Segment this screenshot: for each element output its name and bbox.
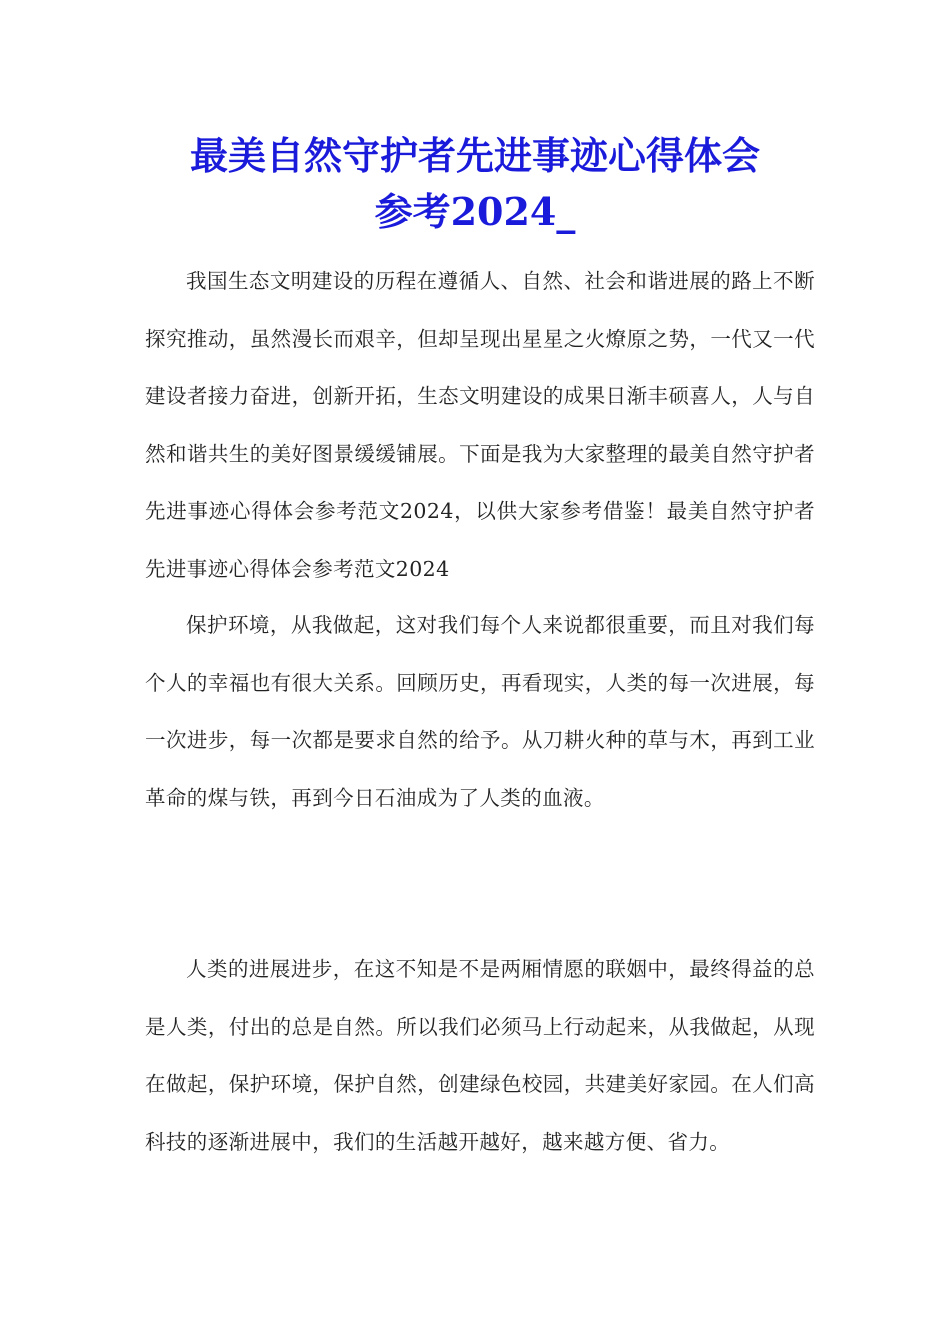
paragraph-intro: 我国生态文明建设的历程在遵循人、自然、社会和谐进展的路上不断探究推动，虽然漫长而艰辛，但却呈现出星星之火燎原之势，一代又一代建设者接力奋进，创新开拓，生态文明建设的成果日渐丰硕喜人，人与自然和谐共生的美好图景缓缓铺展。下面是我为大家整理的最美自然守护者先进事迹心得体会参考范文2024，以供大家参考借鉴！最美自然守护者先进事迹心得体会参考范文2024 bbox=[145, 269, 815, 581]
title-line-1: 最美自然守护者先进事迹心得体会 bbox=[189, 133, 760, 178]
title-line-2: 参考2024_ bbox=[374, 189, 576, 234]
paragraph-protect-environment: 保护环境，从我做起，这对我们每个人来说都很重要，而且对我们每个人的幸福也有很大关系。回顾历史，再看现实，人类的每一次进展，每一次进步，每一次都是要求自然的给予。从刀耕火种的草与木，再到工业革命的煤与铁，再到今日石油成为了人类的血液。 bbox=[145, 613, 815, 810]
paragraph-human-progress: 人类的进展进步，在这不知是不是两厢情愿的联姻中，最终得益的总是人类，付出的总是自然。所以我们必须马上行动起来，从我做起，从现在做起，保护环境，保护自然，创建绿色校园，共建美好家园。在人们高科技的逐渐进展中，我们的生活越开越好，越来越方便、省力。 bbox=[145, 957, 815, 1154]
document-title bbox=[120, 128, 830, 240]
